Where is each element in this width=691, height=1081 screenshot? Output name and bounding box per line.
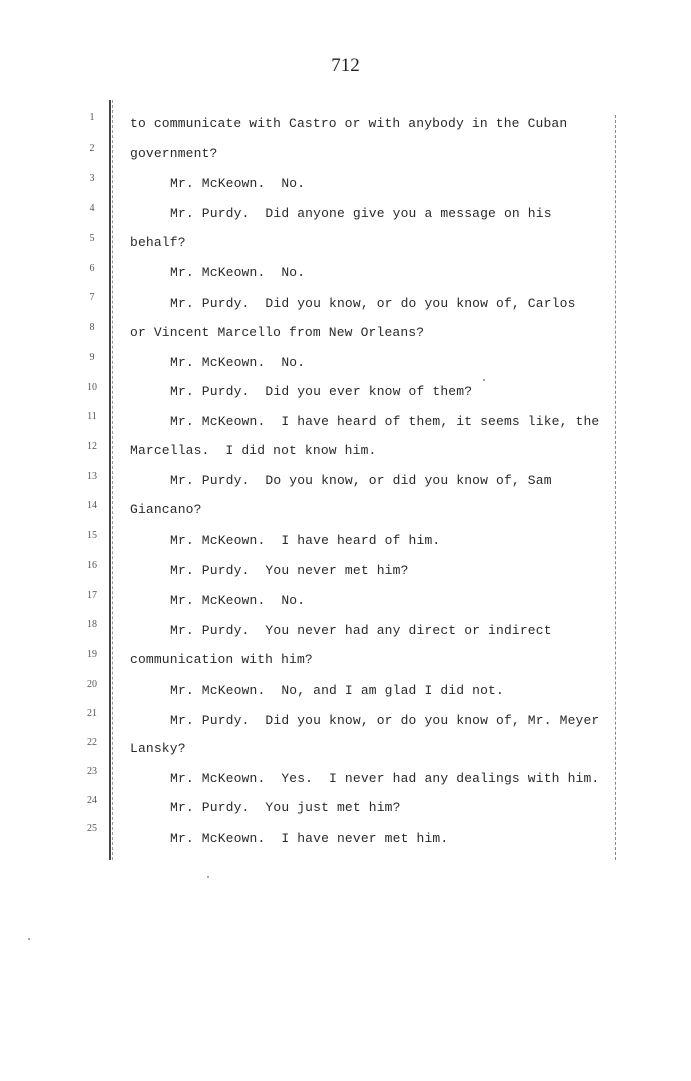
transcript-line: communication with him?	[130, 652, 313, 667]
transcript-line: Mr. McKeown. No.	[170, 176, 306, 191]
line-number: 13	[87, 471, 97, 482]
scan-speck	[28, 938, 30, 940]
transcript-line: government?	[130, 146, 218, 161]
line-number: 24	[87, 795, 97, 806]
line-number: 6	[89, 263, 95, 274]
line-number: 16	[87, 560, 97, 571]
line-number: 2	[89, 143, 95, 154]
transcript-line: behalf?	[130, 235, 186, 250]
transcript-line: Mr. Purdy. You just met him?	[170, 800, 401, 815]
right-margin-rule	[615, 115, 616, 860]
line-number: 3	[89, 173, 95, 184]
transcript-line: Mr. Purdy. Do you know, or did you know of, Sam	[170, 473, 552, 488]
transcript-line: Giancano?	[130, 502, 202, 517]
transcript-line: Mr. Purdy. Did you know, or do you know of, Carlos	[170, 296, 576, 311]
line-number: 7	[89, 292, 95, 303]
line-number: 5	[89, 233, 95, 244]
transcript-line: Mr. McKeown. No.	[170, 593, 306, 608]
transcript-line: Mr. McKeown. Yes. I never had any dealings with him.	[170, 771, 600, 786]
line-number: 9	[89, 352, 95, 363]
line-number: 8	[89, 322, 95, 333]
line-number: 10	[87, 382, 97, 393]
line-number: 21	[87, 708, 97, 719]
transcript-line: Mr. McKeown. I have heard of them, it seems like, the	[170, 414, 600, 429]
line-number: 15	[87, 530, 97, 541]
transcript-line: Mr. McKeown. No, and I am glad I did not.	[170, 683, 504, 698]
transcript-line: Mr. McKeown. I have never met him.	[170, 831, 449, 846]
transcript-line: Mr. Purdy. Did anyone give you a message on his	[170, 206, 552, 221]
transcript-line: Mr. McKeown. No.	[170, 355, 306, 370]
line-number: 17	[87, 590, 97, 601]
line-number: 23	[87, 766, 97, 777]
line-number: 1	[89, 112, 95, 123]
left-margin-rule-faint	[112, 100, 113, 860]
transcript-line: Mr. Purdy. Did you ever know of them?	[170, 384, 473, 399]
transcript-line: Mr. McKeown. No.	[170, 265, 306, 280]
transcript-line: Mr. Purdy. You never had any direct or indirect	[170, 623, 552, 638]
line-number: 12	[87, 441, 97, 452]
transcript-line: Marcellas. I did not know him.	[130, 443, 377, 458]
transcript-line: to communicate with Castro or with anybody in the Cuban	[130, 116, 568, 131]
page-number: 712	[331, 55, 360, 76]
line-number: 14	[87, 500, 97, 511]
scan-speck	[207, 876, 209, 878]
line-number: 19	[87, 649, 97, 660]
transcript-line: Mr. McKeown. I have heard of him.	[170, 533, 441, 548]
transcript-line: or Vincent Marcello from New Orleans?	[130, 325, 425, 340]
line-number: 18	[87, 619, 97, 630]
left-margin-rule	[109, 100, 111, 860]
line-number: 25	[87, 823, 97, 834]
transcript-line: Mr. Purdy. You never met him?	[170, 563, 409, 578]
line-number: 11	[87, 411, 97, 422]
line-number: 20	[87, 679, 97, 690]
line-number: 22	[87, 737, 97, 748]
scan-speck	[483, 379, 485, 381]
transcript-line: Lansky?	[130, 741, 186, 756]
transcript-line: Mr. Purdy. Did you know, or do you know of, Mr. Meyer	[170, 713, 600, 728]
line-number: 4	[89, 203, 95, 214]
